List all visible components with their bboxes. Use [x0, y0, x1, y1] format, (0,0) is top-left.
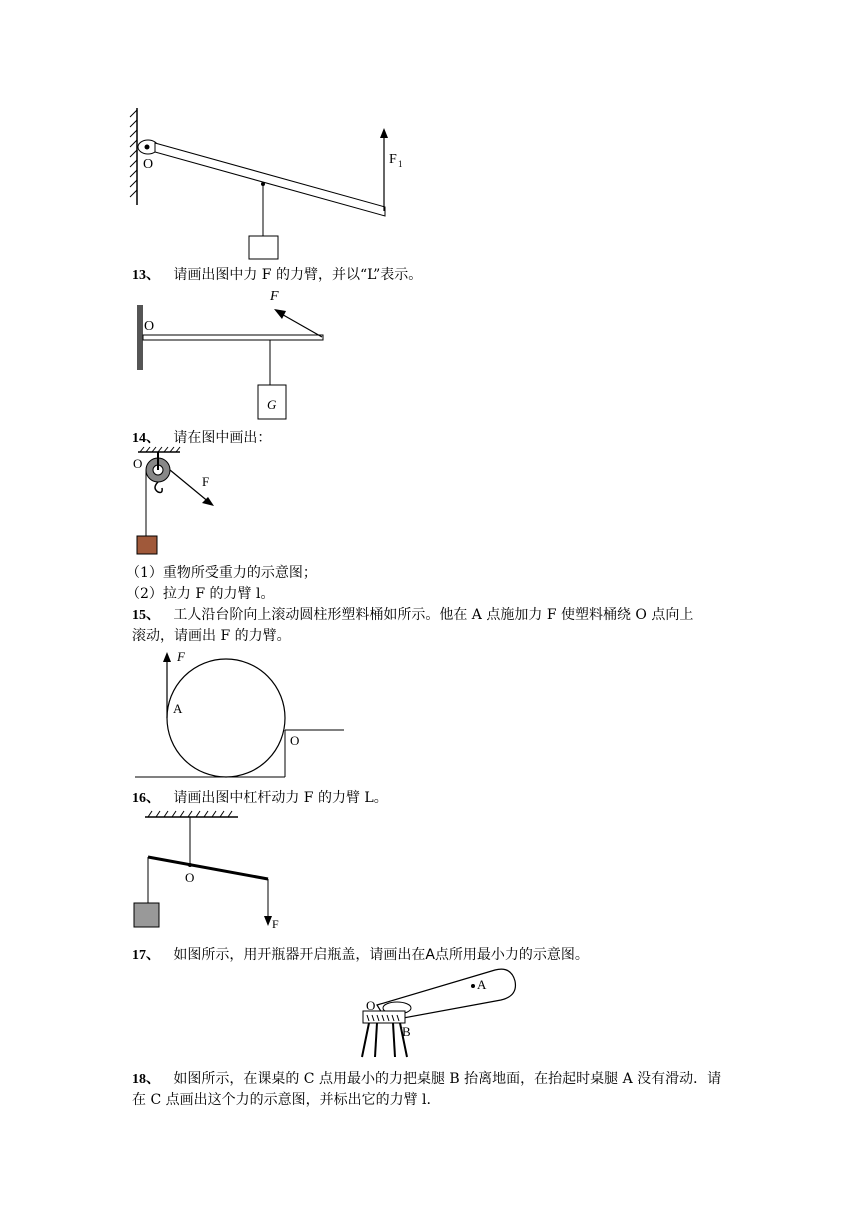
question-text: 请画出图中杠杆动力 F 的力臂 L。: [173, 790, 388, 806]
figure-hanging-lever: [130, 808, 290, 933]
fig15-label-a: A: [173, 701, 183, 716]
question-18: [132, 1068, 721, 1088]
question-text: 如图所示，用开瓶器开启瓶盖，请画出在A点所用最小力的示意图。: [173, 947, 589, 963]
question-number: 18、: [132, 1072, 160, 1087]
fig12-label-f: F: [389, 152, 397, 167]
question-16: [132, 787, 388, 807]
question-14-sub2: （2）拉力 F 的力臂 l。: [126, 586, 275, 602]
fig17-label-a: A: [477, 977, 487, 992]
question-17: [132, 944, 589, 964]
fig17-label-o: O: [366, 998, 376, 1013]
fig16-label-f: F: [272, 917, 279, 931]
fig15-label-o: O: [290, 733, 300, 748]
question-text: 请画出图中力 F 的力臂，并以“L”表示。: [173, 267, 423, 283]
figure-rolling-barrel: [130, 645, 350, 785]
question-14-sub1: （1）重物所受重力的示意图；: [126, 565, 317, 581]
figure-horizontal-lever: [130, 285, 340, 425]
question-text-line1: 如图所示，在课桌的 C 点用最小的力把桌腿 B 抬离地面，在抬起时桌腿 A 没有滑动．请: [173, 1071, 722, 1087]
question-text: 请在图中画出：: [173, 430, 272, 446]
fig15-label-f: F: [177, 649, 185, 664]
figure-pulley: [130, 446, 230, 558]
fig13-label-g: G: [267, 397, 277, 412]
fig17-label-b: B: [402, 1024, 411, 1039]
fig12-label-sub: 1: [398, 159, 403, 169]
fig14-label-o: O: [133, 456, 143, 471]
question-number: 17、: [132, 948, 160, 963]
question-number: 14、: [132, 431, 160, 446]
figure-wall-lever-f1: [125, 100, 425, 265]
question-13: [132, 264, 422, 284]
figure-bottle-opener: [355, 965, 535, 1065]
question-number: 16、: [132, 791, 160, 806]
question-number: 15、: [132, 608, 160, 623]
question-18-line2: 在 C 点画出这个力的示意图，并标出它的力臂 l.: [132, 1092, 431, 1108]
fig16-label-o: O: [185, 870, 195, 885]
question-text-line1: 工人沿台阶向上滚动圆柱形塑料桶如所示。他在 A 点施加力 F 使塑料桶绕 O 点向上: [173, 607, 694, 623]
question-15: [132, 604, 693, 624]
fig13-label-f: F: [270, 289, 279, 304]
question-number: 13、: [132, 268, 160, 283]
fig12-label-o: O: [143, 157, 154, 172]
question-14: [132, 427, 271, 447]
fig13-label-o: O: [144, 319, 155, 334]
fig14-label-f: F: [202, 474, 210, 489]
question-15-line2: 滚动，请画出 F 的力臂。: [132, 628, 291, 644]
